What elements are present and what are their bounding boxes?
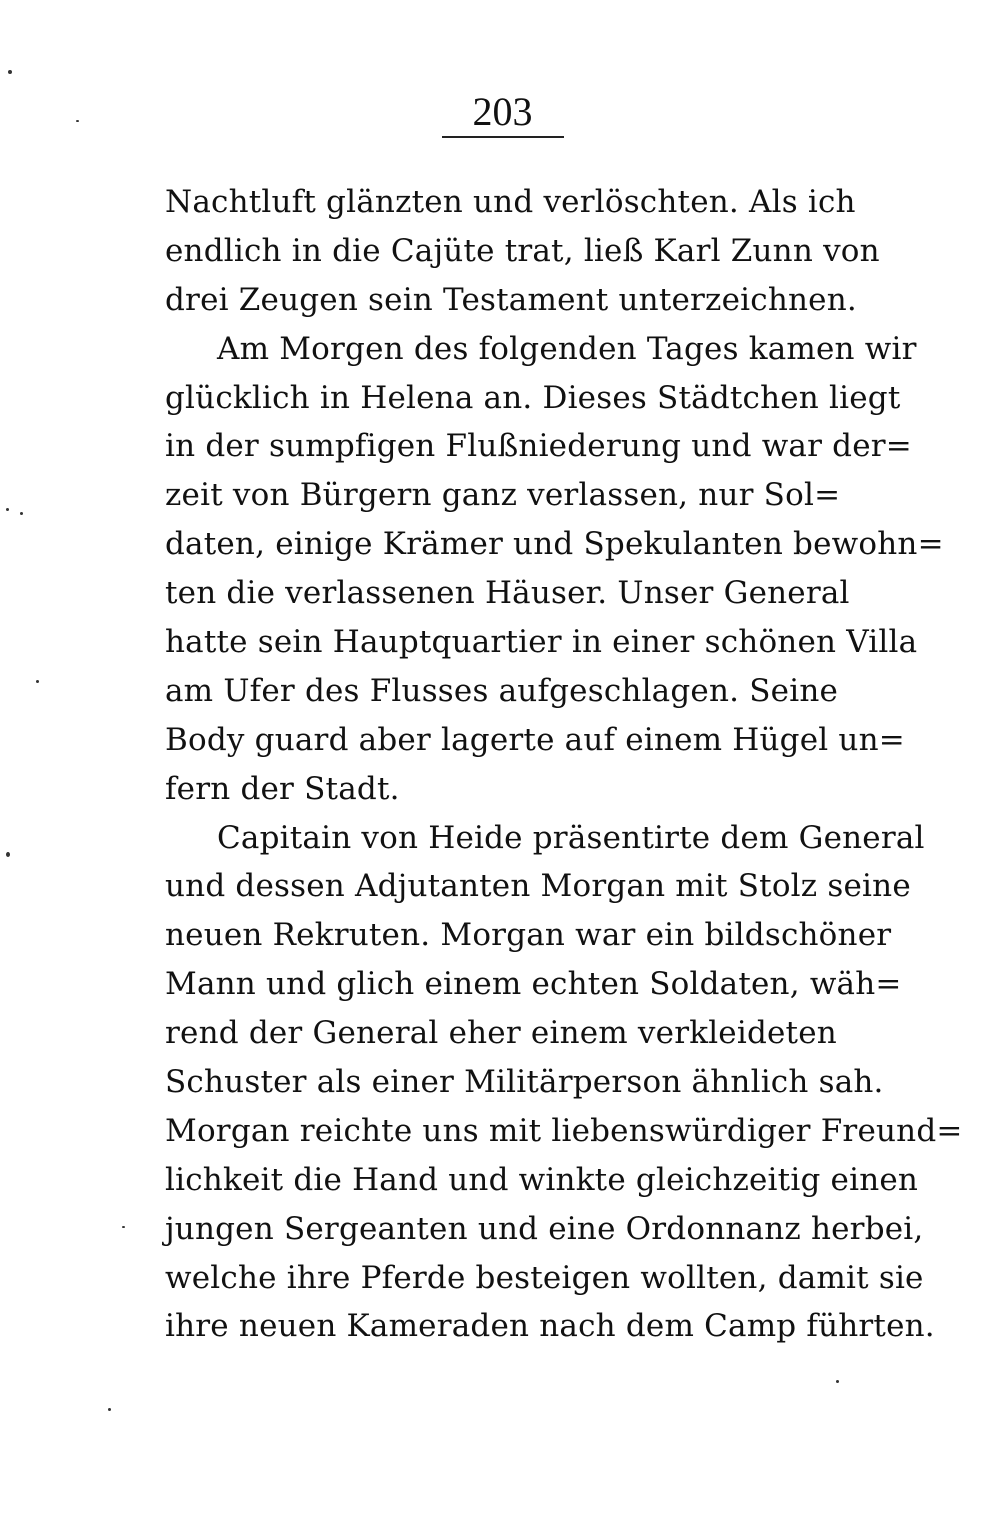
text-line: Capitain von Heide präsentirte dem General	[217, 819, 925, 856]
body-text	[165, 178, 963, 1351]
text-line: ten die verlassenen Häuser. Unser General	[165, 575, 850, 612]
text-line: welche ihre Pferde besteigen wollten, damit sie	[165, 1259, 924, 1296]
text-line: am Ufer des Flusses aufgeschlagen. Seine	[165, 672, 839, 709]
scan-speck	[6, 508, 9, 511]
text-line: ihre neuen Kameraden nach dem Camp führten.	[165, 1308, 935, 1345]
scan-speck	[122, 1226, 125, 1228]
scan-speck	[108, 1408, 111, 1411]
scan-speck	[20, 512, 23, 515]
scan-speck	[836, 1380, 839, 1383]
scan-speck	[36, 680, 39, 683]
text-line: endlich in die Cajüte trat, ließ Karl Zunn von	[165, 232, 880, 269]
text-line: neuen Rekruten. Morgan war ein bildschöner	[165, 917, 892, 954]
text-line: jungen Sergeanten und eine Ordonnanz herbei,	[165, 1210, 924, 1247]
scan-speck	[6, 852, 10, 857]
paragraph-2	[165, 325, 944, 814]
text-line: und dessen Adjutanten Morgan mit Stolz seine	[165, 868, 911, 905]
text-line: Body guard aber lagerte auf einem Hügel un=	[165, 721, 905, 758]
text-line: zeit von Bürgern ganz verlassen, nur Sol=	[165, 477, 841, 514]
text-line: in der sumpfigen Flußniederung und war der=	[165, 428, 912, 465]
paragraph-3	[165, 814, 963, 1352]
text-line: daten, einige Krämer und Spekulanten bewohn=	[165, 526, 944, 563]
paragraph-1	[165, 178, 880, 325]
scan-speck	[76, 120, 79, 122]
page-number-rule	[442, 136, 564, 138]
text-line: lichkeit die Hand und winkte gleichzeitig einen	[165, 1161, 919, 1198]
text-line: Nachtluft glänzten und verlöschten. Als ich	[165, 184, 856, 220]
text-line: rend der General eher einem verkleideten	[165, 1015, 837, 1052]
scan-speck	[8, 70, 12, 74]
text-line: Schuster als einer Militärperson ähnlich sah.	[165, 1064, 884, 1101]
text-line: glücklich in Helena an. Dieses Städtchen liegt	[165, 379, 901, 416]
text-line: drei Zeugen sein Testament unterzeichnen.	[165, 281, 857, 318]
text-line: Am Morgen des folgenden Tages kamen wir	[217, 330, 917, 367]
text-line: Morgan reichte uns mit liebenswürdiger Freund=	[165, 1112, 963, 1149]
text-line: Mann und glich einem echten Soldaten, wäh=	[165, 966, 902, 1003]
page-number: 203	[472, 89, 533, 134]
text-line: hatte sein Hauptquartier in einer schönen Villa	[165, 624, 918, 661]
text-line: fern der Stadt.	[165, 770, 400, 807]
